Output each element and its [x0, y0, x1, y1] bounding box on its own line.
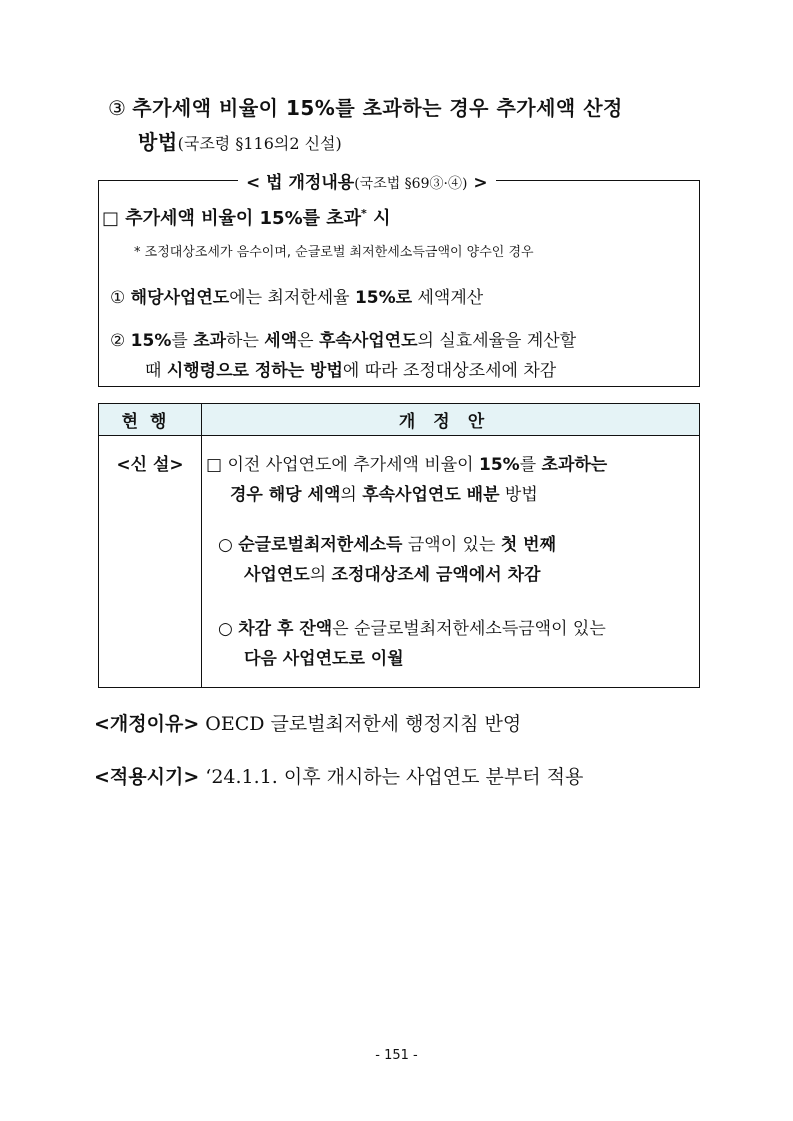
revised-bullet-1-continued: 사업연도의 조정대상조세 금액에서 차감 [244, 565, 541, 585]
revised-bullet-2: ○ 차감 후 잔액은 순글로벌최저한세소득금액이 있는 [218, 619, 606, 639]
reason-text: OECD 글로벌최저한세 행정지침 반영 [199, 713, 522, 735]
box-item-1: ① 해당사업연도에는 최저한세율 15%로 세액계산 [110, 288, 484, 308]
box-footnote: * 조정대상조세가 음수이며, 순글로벌 최저한세소득금액이 양수인 경우 [134, 245, 534, 260]
section-heading-line2: 방법(국조령 §116의2 신설) [138, 130, 342, 154]
revision-table [98, 403, 700, 688]
circle-bullet-icon: ○ [218, 535, 233, 555]
revised-line-2: 경우 해당 세액의 후속사업연도 배분 방법 [230, 485, 538, 505]
timing-text: ‘24.1.1. 이후 개시하는 사업연도 분부터 적용 [199, 766, 584, 788]
footnote-marker: * [361, 207, 367, 220]
revised-bullet-1: ○ 순글로벌최저한세소득 금액이 있는 첫 번째 [218, 535, 556, 555]
application-timing [94, 762, 583, 789]
circle-bullet-icon: ○ [218, 619, 233, 639]
section-reference: (국조령 §116의2 신설) [177, 134, 342, 153]
page-number: - 151 - [375, 1048, 418, 1063]
square-bullet-icon: □ [206, 455, 223, 475]
amendment-reason [94, 709, 521, 736]
reason-label: <개정이유> [94, 713, 200, 735]
column-header-revised: 개정안 [202, 404, 700, 436]
current-cell: <신 설> [99, 436, 202, 688]
table-header-row [99, 404, 700, 436]
column-header-current: 현행 [99, 404, 202, 436]
section-heading-line1 [108, 92, 623, 121]
section-number: ③ [108, 96, 126, 120]
law-amendment-box-title: < 법 개정내용(국조법 §69③·④) > [238, 168, 496, 193]
box-item-2: ② 15%를 초과하는 세액은 후속사업연도의 실효세율을 계산할 [110, 331, 577, 351]
timing-label: <적용시기> [94, 766, 200, 788]
revised-line-1: □ 이전 사업연도에 추가세액 비율이 15%를 초과하는 [206, 455, 608, 475]
box-main-condition: □ 추가세액 비율이 15%를 초과* 시 [102, 207, 391, 229]
section-title: 추가세액 비율이 15%를 초과하는 경우 추가세액 산정 [132, 96, 623, 120]
box-item-2-continued: 때 시행령으로 정하는 방법에 따라 조정대상조세에 차감 [145, 361, 557, 381]
revised-cell [202, 436, 700, 688]
revised-bullet-2-continued: 다음 사업연도로 이월 [244, 649, 404, 669]
table-row [99, 436, 700, 688]
square-bullet-icon: □ [102, 208, 120, 229]
